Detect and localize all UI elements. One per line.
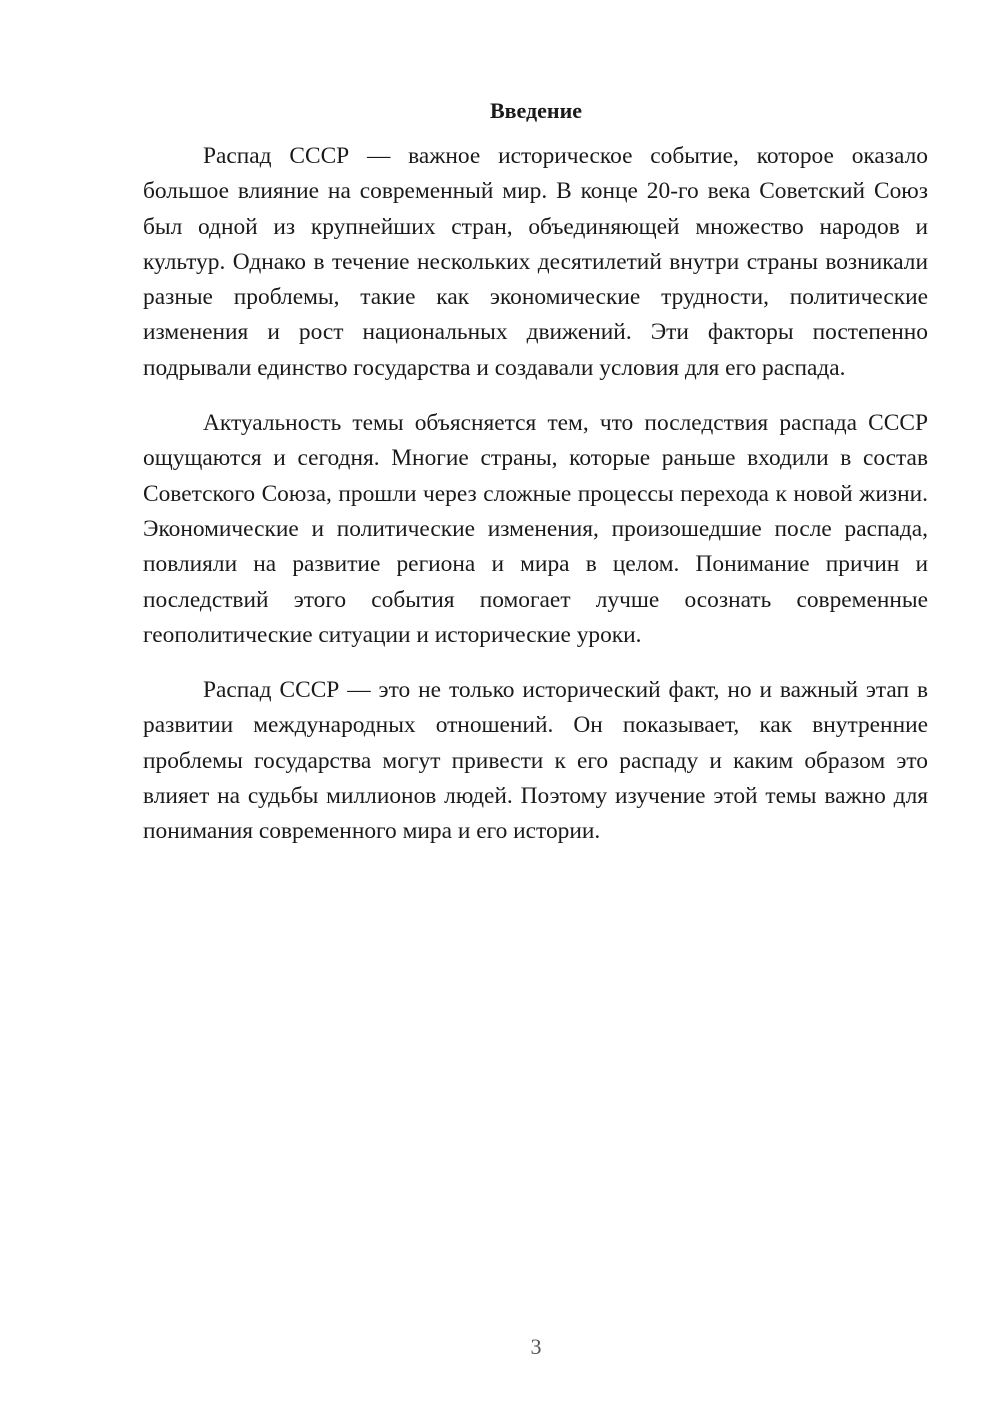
section-heading: Введение [489,98,583,123]
page-content [143,96,928,870]
paragraph-1: Распад СССР — важное историческое событие, которое оказало большое влияние на современный мир. В конце 20-го века Советский Союз был одной из крупнейших стран, объединяющей множество народов и культур. Однако в течение нескольких десятилетий внутри страны возникали разные проблемы, такие как экономические трудности, политические изменения и рост национальных движений. Эти факторы постепенно подрывали единство государства и создавали условия для его распада. [143,143,928,381]
paragraph-3: Распад СССР — это не только исторический факт, но и важный этап в развитии международных отношений. Он показывает, как внутренние проблемы государства могут привести к его распаду и каким образом это влияет на судьбы миллионов людей. Поэтому изучение этой темы важно для понимания современного мира и его истории. [143,677,928,845]
page-number: 3 [530,1334,542,1359]
paragraph-2: Актуальность темы объясняется тем, что последствия распада СССР ощущаются и сегодня. Многие страны, которые раньше входили в состав Советского Союза, прошли через сложные процессы перехода к новой жизни. Экономические и политические изменения, произошедшие после распада, повлияли на развитие региона и мира в целом. Понимание причин и последствий этого события помогает лучше осознать современные геополитические ситуации и исторические уроки. [143,410,928,648]
